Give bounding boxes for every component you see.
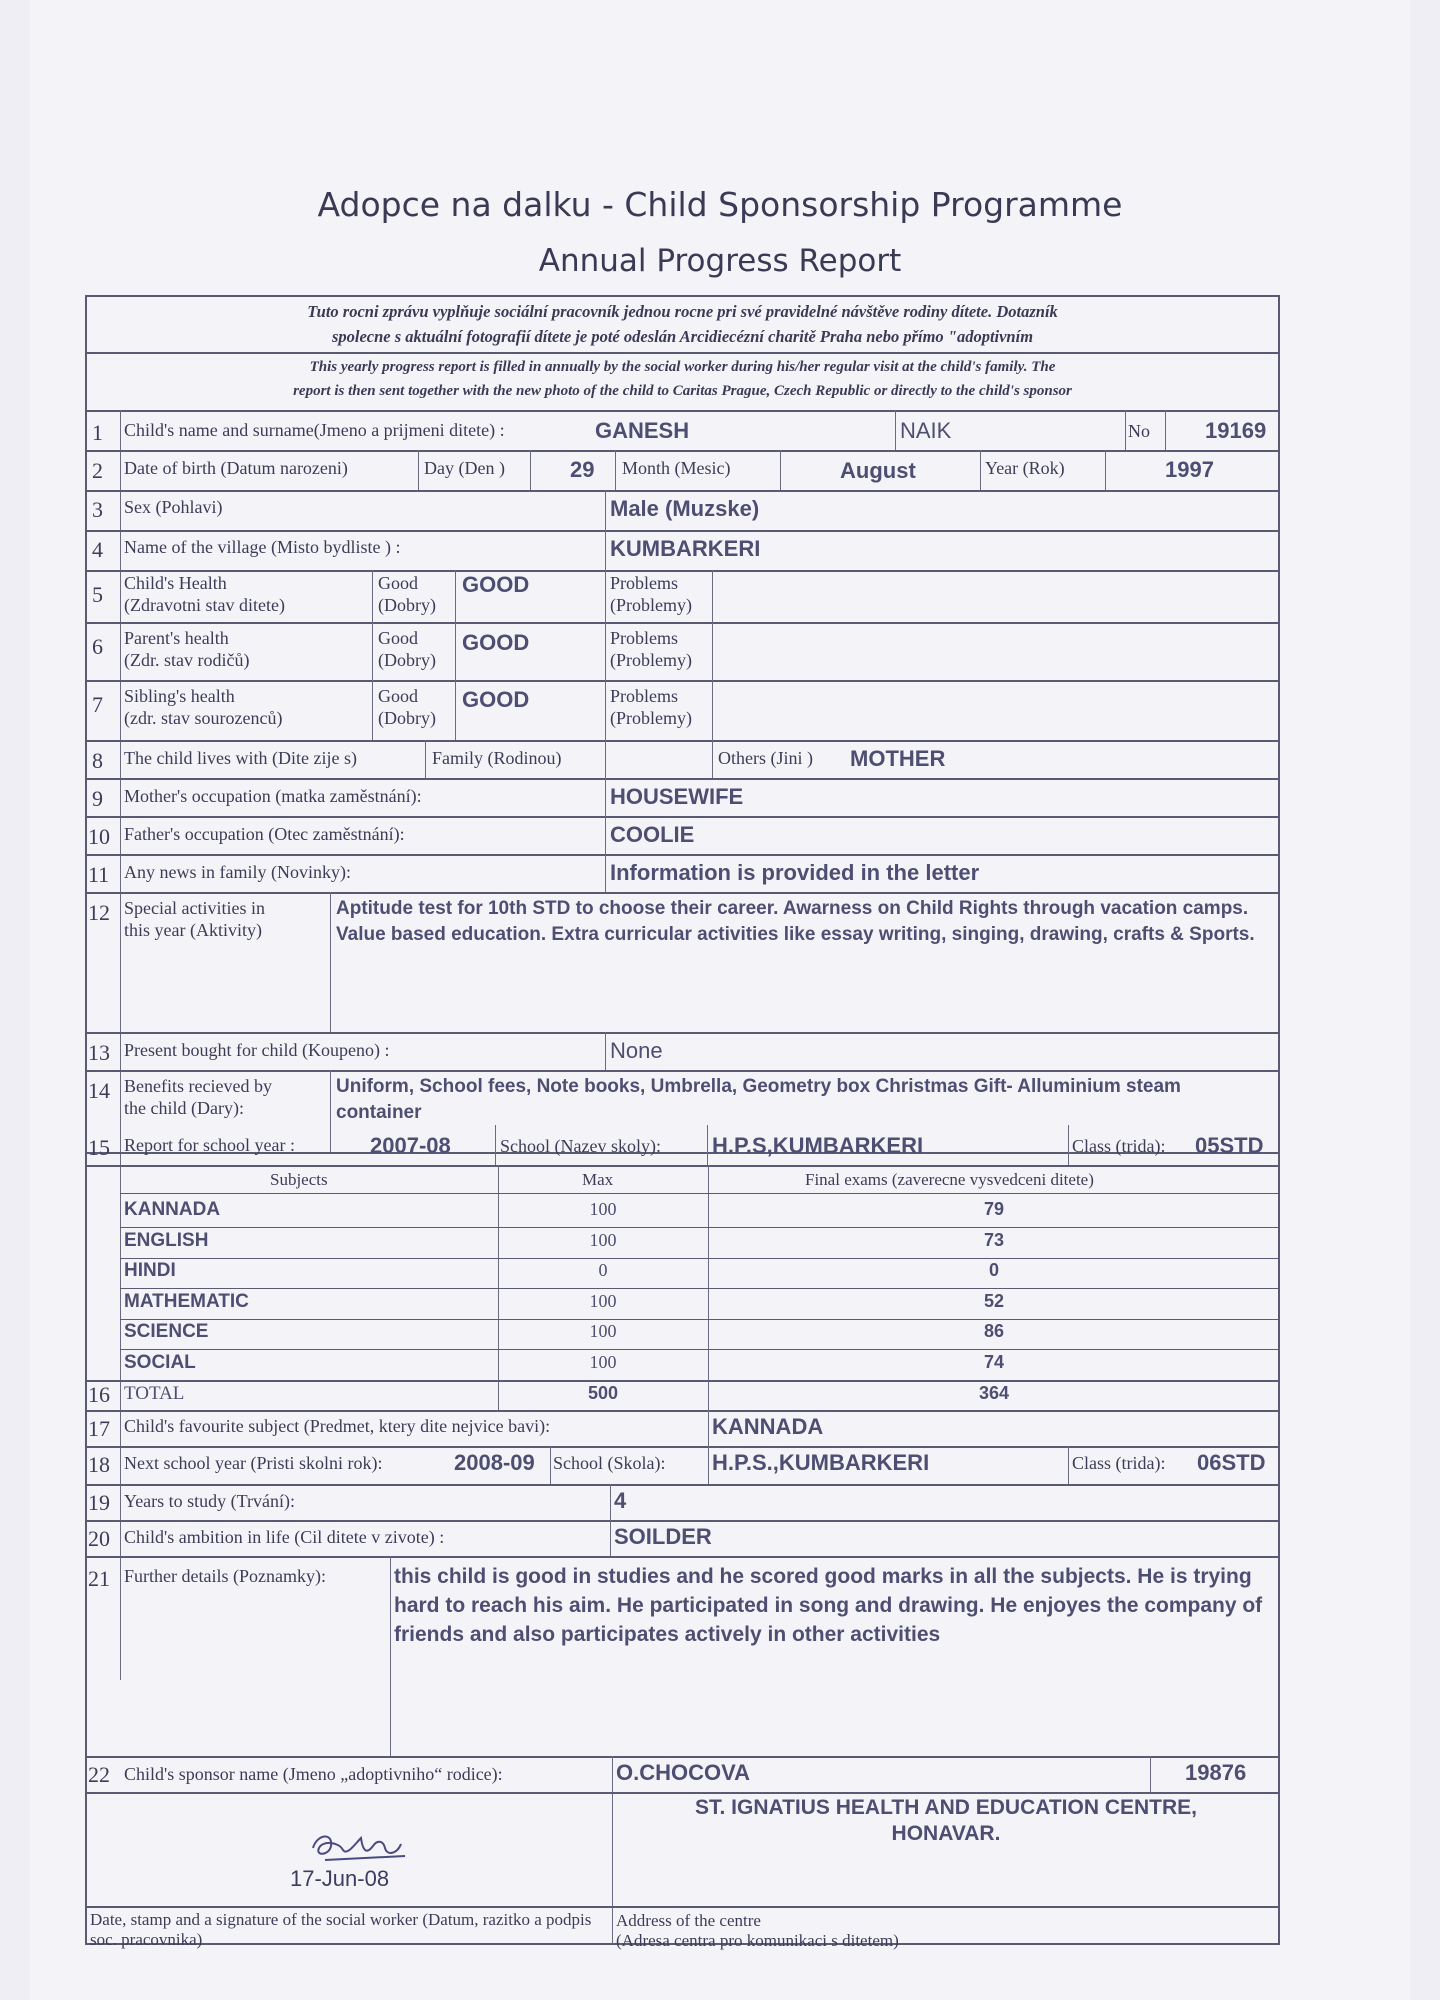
good-label-cz: (Dobry): [378, 595, 436, 615]
parent-health-label: Parent's health: [124, 628, 229, 648]
problems-label-cz: (Problemy): [610, 650, 692, 670]
child-first-name: GANESH: [595, 418, 690, 443]
sex-value: Male (Muzske): [610, 496, 760, 521]
family-news-label: Any news in family (Novinky):: [124, 862, 351, 882]
row-number: 22: [88, 1762, 110, 1787]
row-number: 10: [88, 824, 110, 849]
problems-label-cz: (Problemy): [610, 708, 692, 728]
row-number: 17: [88, 1416, 110, 1441]
good-label-cz: (Dobry): [378, 650, 436, 670]
favourite-subject-value: KANNADA: [712, 1414, 824, 1439]
lives-with-label: The child lives with (Dite zije s): [124, 748, 357, 768]
problems-label: Problems: [610, 573, 679, 593]
further-details-value: this child is good in studies and he scored good marks in all the subjects. He is trying hard to reach his aim. He participated in song and drawing. He enjoyes the company of friends and also participates actively in other activities: [394, 1565, 1263, 1646]
year-label: Year (Rok): [985, 458, 1065, 478]
subjects-header: Subjects: [270, 1170, 328, 1189]
sibling-health-label-cz: (zdr. stav sourozenců): [124, 708, 283, 728]
subject-final: 73: [983, 1230, 1005, 1250]
years-to-study-label: Years to study (Trvání):: [124, 1491, 296, 1511]
family-news-value: Information is provided in the letter: [610, 860, 980, 885]
document-subtitle: Annual Progress Report: [538, 243, 902, 279]
next-class-label: Class (trida):: [1072, 1453, 1166, 1473]
next-year-value: 2008-09: [454, 1450, 535, 1475]
subject-max: 100: [589, 1199, 617, 1219]
row-number: 6: [92, 634, 103, 659]
row-number: 15: [88, 1135, 110, 1160]
intro-czech-2: spolecne s aktuální fotografií dítete je poté odeslán Arcidiecézní charitě Praha nebo přímo "adoptivním: [331, 327, 1034, 346]
dob-month: August: [840, 458, 916, 483]
sponsor-number: 19876: [1185, 1760, 1247, 1785]
ambition-label: Child's ambition in life (Cil ditete v zivote) :: [124, 1527, 445, 1547]
child-health-label-cz: (Zdravotni stav ditete): [124, 595, 285, 615]
class-label: Class (trida):: [1072, 1136, 1166, 1156]
school-value: H.P.S,KUMBARKERI: [712, 1133, 924, 1158]
present-label: Present bought for child (Koupeno) :: [124, 1040, 390, 1060]
row-number: 11: [88, 862, 110, 887]
child-health-value: GOOD: [462, 572, 530, 597]
subject-final: 74: [983, 1352, 1005, 1372]
final-header: Final exams (zaverecne vysvedceni ditete): [805, 1170, 1094, 1189]
row-number: 7: [92, 692, 103, 717]
mother-occupation-label: Mother's occupation (matka zaměstnání):: [124, 786, 422, 806]
activities-label: Special activities in: [124, 898, 265, 918]
row-number: 9: [92, 786, 103, 811]
document-title: Adopce na dalku - Child Sponsorship Programme: [317, 185, 1123, 224]
sex-label: Sex (Pohlavi): [124, 497, 223, 517]
others-option: Others (Jini ): [718, 748, 813, 768]
ambition-value: SOILDER: [614, 1524, 712, 1549]
intro-english-1: This yearly progress report is filled in annually by the social worker during his/her regular visit at the child's family. The: [309, 359, 1056, 375]
subject-final: 0: [988, 1260, 999, 1280]
next-school-label: School (Skola):: [553, 1453, 666, 1473]
child-last-name: NAIK: [900, 418, 952, 443]
row-number: 14: [88, 1078, 110, 1103]
present-value: None: [610, 1038, 663, 1063]
sibling-health-label: Sibling's health: [124, 686, 235, 706]
sibling-health-value: GOOD: [462, 687, 530, 712]
subject-max: 100: [589, 1321, 617, 1341]
total-label: TOTAL: [124, 1383, 185, 1404]
subject-name: ENGLISH: [124, 1230, 209, 1251]
next-class-value: 06STD: [1197, 1450, 1266, 1475]
good-label: Good: [378, 573, 418, 593]
good-label-cz: (Dobry): [378, 708, 436, 728]
dob-year: 1997: [1165, 457, 1214, 482]
benefits-label-cz: the child (Dary):: [124, 1098, 244, 1118]
signature-caption: Date, stamp and a signature of the social worker (Datum, razitko a podpis soc. pracovnika): [90, 1910, 592, 1949]
row-number: 1: [92, 420, 103, 445]
school-year-label: Report for school year :: [124, 1135, 295, 1155]
subject-name: KANNADA: [124, 1199, 221, 1220]
row-number: 21: [88, 1566, 110, 1591]
report-date: 17-Jun-08: [290, 1866, 390, 1891]
further-details-label: Further details (Poznamky):: [124, 1566, 326, 1586]
good-label: Good: [378, 628, 418, 648]
row-number: 12: [88, 900, 110, 925]
activities-value: Aptitude test for 10th STD to choose their career. Awarness on Child Rights through vacation camps. Value based education. Extra curricular activities like essay writing, singing, drawing, crafts & Sports.: [336, 898, 1255, 945]
next-year-label: Next school year (Pristi skolni rok):: [124, 1453, 383, 1473]
row-number: 3: [92, 497, 103, 522]
sponsor-value: O.CHOCOVA: [616, 1760, 751, 1785]
centre-address-caption: Address of the centre: [616, 1911, 761, 1930]
father-occupation-value: COOLIE: [610, 822, 695, 847]
father-occupation-label: Father's occupation (Otec zaměstnání):: [124, 824, 405, 844]
village-value: KUMBARKERI: [610, 536, 761, 561]
centre-address-caption-cz: (Adresa centra pro komunikaci s ditetem): [616, 1931, 899, 1950]
centre-town: HONAVAR.: [891, 1822, 1001, 1845]
family-option: Family (Rodinou): [432, 748, 562, 768]
subject-final: 79: [983, 1199, 1005, 1219]
child-number: 19169: [1205, 418, 1267, 443]
intro-english-2: report is then sent together with the new photo of the child to Caritas Prague, Czech Republic or directly to the child's sponsor: [293, 383, 1072, 399]
years-to-study-value: 4: [614, 1488, 627, 1513]
subject-max: 100: [589, 1230, 617, 1250]
good-label: Good: [378, 686, 418, 706]
total-max: 500: [587, 1383, 619, 1403]
school-year-value: 2007-08: [370, 1133, 451, 1158]
intro-czech-1: Tuto rocni zprávu vyplňuje sociální pracovník jednou rocne pri své pravidelné návštěve rodiny dítete. Dotazník: [307, 302, 1058, 321]
dob-day: 29: [570, 457, 595, 482]
day-label: Day (Den ): [424, 458, 505, 478]
subject-name: HINDI: [124, 1260, 176, 1281]
row-number: 8: [92, 748, 103, 773]
dob-label: Date of birth (Datum narozeni): [124, 458, 348, 478]
problems-label-cz: (Problemy): [610, 595, 692, 615]
village-label: Name of the village (Misto bydliste ) :: [124, 537, 401, 557]
problems-label: Problems: [610, 686, 679, 706]
row-number: 4: [92, 537, 103, 562]
parent-health-label-cz: (Zdr. stav rodičů): [124, 650, 250, 670]
favourite-subject-label: Child's favourite subject (Predmet, ktery dite nejvice bavi):: [124, 1416, 551, 1436]
sponsor-label: Child's sponsor name (Jmeno „adoptivniho“ rodice):: [124, 1764, 503, 1784]
max-header: Max: [582, 1170, 614, 1189]
school-label: School (Nazev skoly):: [500, 1136, 661, 1156]
lives-with-value: MOTHER: [850, 746, 946, 771]
benefits-label: Benefits recieved by: [124, 1076, 272, 1096]
child-no-label: No: [1128, 421, 1150, 441]
row-number: 16: [88, 1382, 110, 1407]
month-label: Month (Mesic): [622, 458, 731, 478]
row-number: 20: [88, 1526, 110, 1551]
child-name-label: Child's name and surname(Jmeno a prijmeni ditete) :: [124, 420, 505, 440]
problems-label: Problems: [610, 628, 679, 648]
benefits-value: Uniform, School fees, Note books, Umbrella, Geometry box Christmas Gift- Alluminium steam container: [336, 1076, 1181, 1123]
next-school-value: H.P.S.,KUMBARKERI: [712, 1450, 930, 1475]
subject-max: 100: [589, 1352, 617, 1372]
row-number: 5: [92, 582, 103, 607]
row-number: 18: [88, 1452, 110, 1477]
child-health-label: Child's Health: [124, 573, 227, 593]
row-number: 2: [92, 458, 103, 483]
row-number: 13: [88, 1040, 110, 1065]
mother-occupation-value: HOUSEWIFE: [610, 784, 744, 809]
social-worker-signature: [305, 1826, 415, 1866]
subject-name: SCIENCE: [124, 1321, 209, 1342]
subject-name: SOCIAL: [124, 1352, 196, 1373]
subject-max: 0: [598, 1260, 608, 1280]
subject-max: 100: [589, 1291, 617, 1311]
subject-final: 52: [983, 1291, 1005, 1311]
subject-final: 86: [983, 1321, 1005, 1341]
row-number: 19: [88, 1490, 110, 1515]
class-value: 05STD: [1195, 1133, 1264, 1158]
parent-health-value: GOOD: [462, 630, 530, 655]
activities-label-cz: this year (Aktivity): [124, 920, 262, 940]
total-final: 364: [978, 1383, 1010, 1403]
subject-name: MATHEMATIC: [124, 1291, 249, 1312]
centre-name: ST. IGNATIUS HEALTH AND EDUCATION CENTRE,: [694, 1796, 1198, 1819]
